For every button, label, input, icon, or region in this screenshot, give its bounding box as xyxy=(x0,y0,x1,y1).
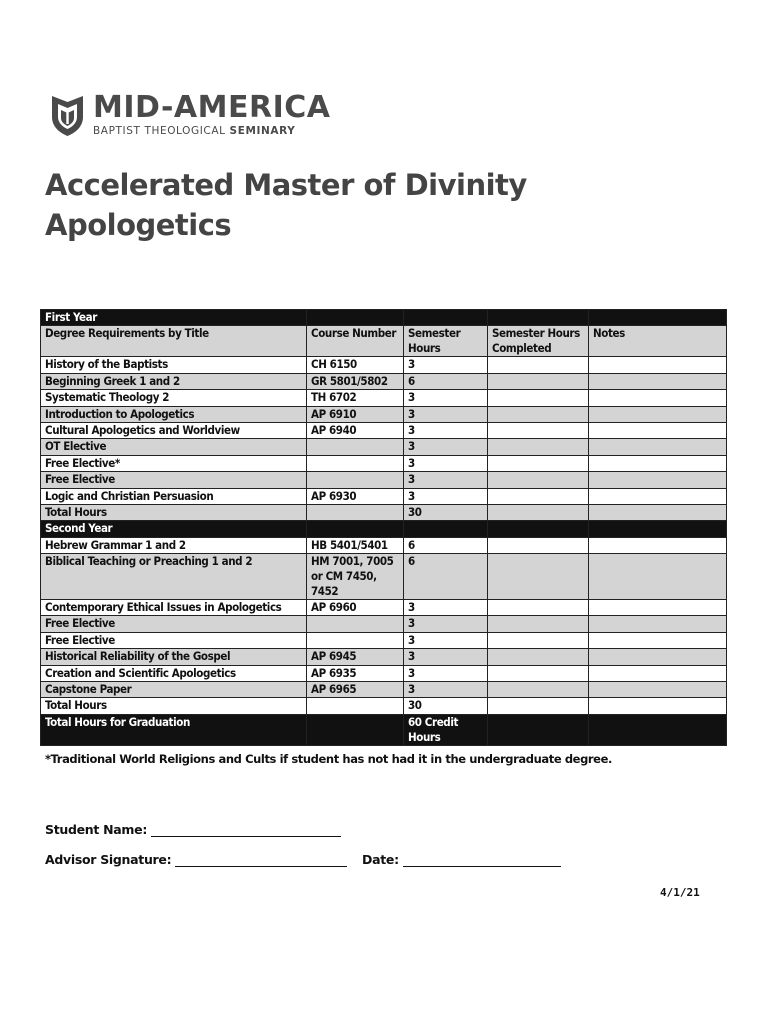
table-cell: 6 xyxy=(404,554,488,600)
table-row xyxy=(41,632,727,648)
table-cell: AP 6930 xyxy=(307,488,404,504)
table-cell: Free Elective xyxy=(41,616,307,632)
table-cell xyxy=(589,488,727,504)
table-cell: Course Number xyxy=(307,326,404,357)
table-cell xyxy=(589,422,727,438)
table-row xyxy=(41,357,727,373)
table-cell xyxy=(488,554,589,600)
table-cell xyxy=(589,504,727,520)
table-cell xyxy=(307,632,404,648)
table-cell: Cultural Apologetics and Worldview xyxy=(41,422,307,438)
table-cell: HB 5401/5401 xyxy=(307,537,404,553)
table-cell: 3 xyxy=(404,682,488,698)
table-cell xyxy=(589,649,727,665)
table-cell: TH 6702 xyxy=(307,390,404,406)
table-cell: 3 xyxy=(404,390,488,406)
table-cell xyxy=(488,439,589,455)
table-row xyxy=(41,472,727,488)
logo-name: MID-AMERICA xyxy=(93,90,331,125)
table-cell xyxy=(488,390,589,406)
table-row xyxy=(41,698,727,714)
table-cell xyxy=(488,632,589,648)
table-cell xyxy=(307,439,404,455)
table-cell xyxy=(488,521,589,537)
table-cell xyxy=(307,472,404,488)
table-cell: 3 xyxy=(404,422,488,438)
table-cell: AP 6965 xyxy=(307,682,404,698)
advisor-signature-row xyxy=(45,852,347,867)
table-cell: 3 xyxy=(404,488,488,504)
table-cell: 3 xyxy=(404,406,488,422)
table-cell: CH 6150 xyxy=(307,357,404,373)
table-cell xyxy=(589,682,727,698)
footnote: *Traditional World Religions and Cults if student has not had it in the undergraduate degree. xyxy=(45,752,612,766)
date-row xyxy=(362,852,561,867)
table-cell: 3 xyxy=(404,600,488,616)
version-date: 4/1/21 xyxy=(660,886,700,899)
table-cell xyxy=(488,616,589,632)
table-row xyxy=(41,665,727,681)
table-cell: Free Elective xyxy=(41,632,307,648)
table-cell: 6 xyxy=(404,373,488,389)
table-row xyxy=(41,390,727,406)
table-cell xyxy=(404,521,488,537)
table-cell xyxy=(589,439,727,455)
table-row xyxy=(41,373,727,389)
table-cell: Semester Hours xyxy=(404,326,488,357)
table-cell: AP 6940 xyxy=(307,422,404,438)
student-name-row xyxy=(45,822,341,837)
table-cell xyxy=(589,310,727,326)
table-cell: 3 xyxy=(404,649,488,665)
table-cell: Beginning Greek 1 and 2 xyxy=(41,373,307,389)
table-cell: Introduction to Apologetics xyxy=(41,406,307,422)
table-cell xyxy=(488,682,589,698)
table-cell: OT Elective xyxy=(41,439,307,455)
section-row xyxy=(41,521,727,537)
table-cell: Total Hours for Graduation xyxy=(41,714,307,745)
table-cell: 3 xyxy=(404,472,488,488)
table-cell xyxy=(589,616,727,632)
table-cell xyxy=(307,714,404,745)
table-cell: Contemporary Ethical Issues in Apologetics xyxy=(41,600,307,616)
table-cell: Systematic Theology 2 xyxy=(41,390,307,406)
table-cell: Capstone Paper xyxy=(41,682,307,698)
table-cell xyxy=(488,649,589,665)
table-cell xyxy=(589,455,727,471)
table-cell xyxy=(589,472,727,488)
table-cell: Total Hours xyxy=(41,698,307,714)
table-cell xyxy=(589,714,727,745)
table-cell: 3 xyxy=(404,632,488,648)
table-cell xyxy=(589,600,727,616)
table-row xyxy=(41,554,727,600)
table-cell: 3 xyxy=(404,455,488,471)
table-cell xyxy=(307,310,404,326)
table-cell xyxy=(488,310,589,326)
table-cell: Second Year xyxy=(41,521,307,537)
table-cell xyxy=(488,373,589,389)
section-row xyxy=(41,714,727,745)
table-cell: 30 xyxy=(404,698,488,714)
table-row xyxy=(41,537,727,553)
table-cell xyxy=(307,698,404,714)
table-cell: Free Elective* xyxy=(41,455,307,471)
table-row xyxy=(41,616,727,632)
table-cell: HM 7001, 7005 or CM 7450, 7452 xyxy=(307,554,404,600)
table-cell: 6 xyxy=(404,537,488,553)
table-row xyxy=(41,439,727,455)
table-cell xyxy=(488,357,589,373)
table-row xyxy=(41,326,727,357)
table-cell: AP 6945 xyxy=(307,649,404,665)
title-line-1: Accelerated Master of Divinity xyxy=(45,168,527,202)
degree-requirements-table xyxy=(40,309,727,746)
student-name-line[interactable] xyxy=(151,825,341,837)
table-cell: Creation and Scientific Apologetics xyxy=(41,665,307,681)
table-cell: Biblical Teaching or Preaching 1 and 2 xyxy=(41,554,307,600)
table-row xyxy=(41,600,727,616)
table-cell: 3 xyxy=(404,357,488,373)
table-cell: AP 6910 xyxy=(307,406,404,422)
table-cell xyxy=(404,310,488,326)
table-cell xyxy=(488,698,589,714)
table-cell xyxy=(488,488,589,504)
table-cell: AP 6935 xyxy=(307,665,404,681)
table-cell: Free Elective xyxy=(41,472,307,488)
date-label: Date: xyxy=(362,852,399,867)
table-cell xyxy=(307,455,404,471)
table-cell: 3 xyxy=(404,439,488,455)
page-title xyxy=(45,165,527,245)
table-row xyxy=(41,455,727,471)
section-row xyxy=(41,310,727,326)
seminary-logo xyxy=(50,90,331,137)
table-cell xyxy=(589,554,727,600)
table-cell xyxy=(307,504,404,520)
table-cell: 3 xyxy=(404,665,488,681)
advisor-signature-line[interactable] xyxy=(175,855,347,867)
logo-sub-regular: BAPTIST THEOLOGICAL xyxy=(93,125,226,137)
table-cell: Notes xyxy=(589,326,727,357)
shield-icon xyxy=(50,93,85,137)
table-cell: Hebrew Grammar 1 and 2 xyxy=(41,537,307,553)
table-cell xyxy=(589,698,727,714)
table-cell: GR 5801/5802 xyxy=(307,373,404,389)
table-row xyxy=(41,682,727,698)
table-cell xyxy=(589,632,727,648)
table-cell xyxy=(589,521,727,537)
table-cell xyxy=(488,714,589,745)
advisor-signature-label: Advisor Signature: xyxy=(45,852,172,867)
table-cell xyxy=(488,665,589,681)
table-cell: Semester Hours Completed xyxy=(488,326,589,357)
table-cell xyxy=(589,373,727,389)
table-cell xyxy=(307,521,404,537)
table-cell xyxy=(488,600,589,616)
table-cell: First Year xyxy=(41,310,307,326)
title-line-2: Apologetics xyxy=(45,208,232,242)
logo-subtitle xyxy=(93,125,331,137)
table-cell: Total Hours xyxy=(41,504,307,520)
table-cell xyxy=(307,616,404,632)
table-row xyxy=(41,504,727,520)
table-cell: 30 xyxy=(404,504,488,520)
table-row xyxy=(41,422,727,438)
table-cell: Historical Reliability of the Gospel xyxy=(41,649,307,665)
logo-sub-bold: SEMINARY xyxy=(229,125,296,137)
table-cell xyxy=(589,537,727,553)
table-cell: AP 6960 xyxy=(307,600,404,616)
table-cell xyxy=(589,406,727,422)
table-cell xyxy=(488,504,589,520)
table-row xyxy=(41,649,727,665)
table-row xyxy=(41,488,727,504)
date-line[interactable] xyxy=(403,855,561,867)
table-cell: Degree Requirements by Title xyxy=(41,326,307,357)
table-cell xyxy=(589,357,727,373)
table-cell: History of the Baptists xyxy=(41,357,307,373)
table-cell xyxy=(488,472,589,488)
table-cell xyxy=(488,455,589,471)
table-cell xyxy=(488,537,589,553)
table-cell: 60 Credit Hours xyxy=(404,714,488,745)
table-row xyxy=(41,406,727,422)
table-cell xyxy=(589,390,727,406)
table-cell xyxy=(589,665,727,681)
table-cell xyxy=(488,406,589,422)
student-name-label: Student Name: xyxy=(45,822,148,837)
table-cell: 3 xyxy=(404,616,488,632)
table-cell xyxy=(488,422,589,438)
table-cell: Logic and Christian Persuasion xyxy=(41,488,307,504)
